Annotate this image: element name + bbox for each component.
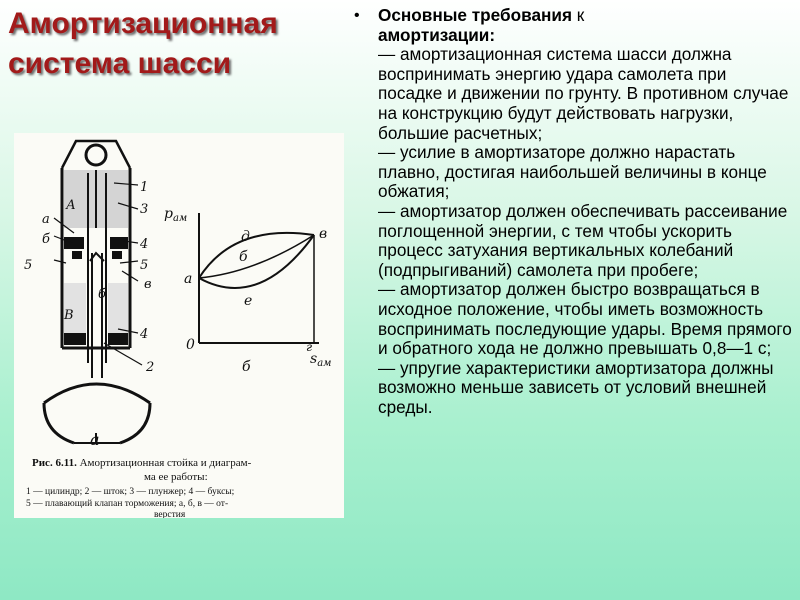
caption-line-3: 1 — цилиндр; 2 — шток; 3 — плунжер; 4 — буксы; bbox=[26, 487, 235, 497]
title-line-2: система шасси bbox=[8, 47, 232, 80]
label-3: 3 bbox=[140, 202, 149, 217]
y-axis-label: $p_{ам}$ bbox=[164, 206, 188, 224]
label-B: В bbox=[64, 308, 74, 323]
requirement-5: — упругие характеристики амортизатора должны возможно меньше зависеть от условий внешней среды. bbox=[378, 357, 774, 417]
bushing-upper bbox=[64, 237, 128, 259]
requirement-1: — амортизационная система шасси должна воспринимать энергию удара самолета при посадке и движении по грунту. В противном случае на конструкцию будут действовать нагрузки, большие расчетных; bbox=[378, 44, 789, 143]
figure-panel bbox=[14, 133, 344, 518]
label-a: а bbox=[42, 212, 50, 227]
requirements-text bbox=[378, 6, 794, 417]
label-5-left: 5 bbox=[24, 258, 33, 273]
label-4: 4 bbox=[140, 237, 149, 252]
label-A: А bbox=[66, 198, 76, 213]
x-end-label: г bbox=[306, 340, 313, 354]
title-line-1: Амортизационная bbox=[8, 7, 278, 40]
curve-d-label: д bbox=[241, 229, 250, 245]
label-4-lower: 4 bbox=[140, 327, 149, 342]
requirements-column bbox=[354, 6, 794, 417]
rod bbox=[90, 253, 104, 378]
label-v: в bbox=[144, 277, 152, 292]
label-bottom: а bbox=[90, 430, 100, 449]
label-5-right: 5 bbox=[140, 258, 149, 273]
bushing-lower bbox=[64, 333, 128, 345]
requirement-3: — амортизатор должен обеспечивать рассеивание поглощенной энергии, с тем чтобы ускорить процесс затухания вертикальных колебаний (подпрыгиваний) самолета при пробеге; bbox=[378, 200, 788, 280]
caption-line-4: 5 — плавающий клапан торможения; а, б, в — от- bbox=[26, 499, 229, 509]
caption-line-1: Рис. 6.11. Амортизационная стойка и диаграм- bbox=[32, 457, 252, 469]
label-b-center: б bbox=[98, 287, 106, 302]
diagram-sub-label: б bbox=[242, 359, 251, 375]
curve-b-label: б bbox=[239, 249, 248, 265]
strut-figure bbox=[14, 133, 344, 518]
strut-lug bbox=[62, 141, 130, 168]
slide-title bbox=[8, 4, 338, 84]
curve-e bbox=[199, 235, 314, 288]
work-diagram bbox=[199, 213, 319, 343]
origin-label: 0 bbox=[186, 337, 195, 353]
caption-line-2: ма ее работы: bbox=[144, 471, 208, 483]
requirement-2: — усилие в амортизаторе должно нарастать плавно, достигая наибольшей величины в конце обжатия; bbox=[378, 142, 767, 202]
requirements-heading: Основные требования к амортизации: bbox=[378, 5, 585, 45]
label-2: 2 bbox=[146, 360, 155, 375]
point-a: а bbox=[184, 271, 193, 287]
point-v: в bbox=[319, 226, 328, 242]
requirement-4: — амортизатор должен быстро возвращаться в исходное положение, чтобы иметь возможность воспринимать последующие удары. Время прямого и обратного хода не должно превышать 0,8—1 с; bbox=[378, 279, 792, 359]
caption-line-5: верстия bbox=[154, 510, 186, 518]
bullet-icon: • bbox=[354, 7, 360, 24]
label-b: б bbox=[42, 232, 50, 247]
label-1: 1 bbox=[140, 180, 149, 195]
curve-e-label: е bbox=[244, 293, 253, 309]
x-axis-label: $s_{ам}$ bbox=[310, 351, 332, 369]
